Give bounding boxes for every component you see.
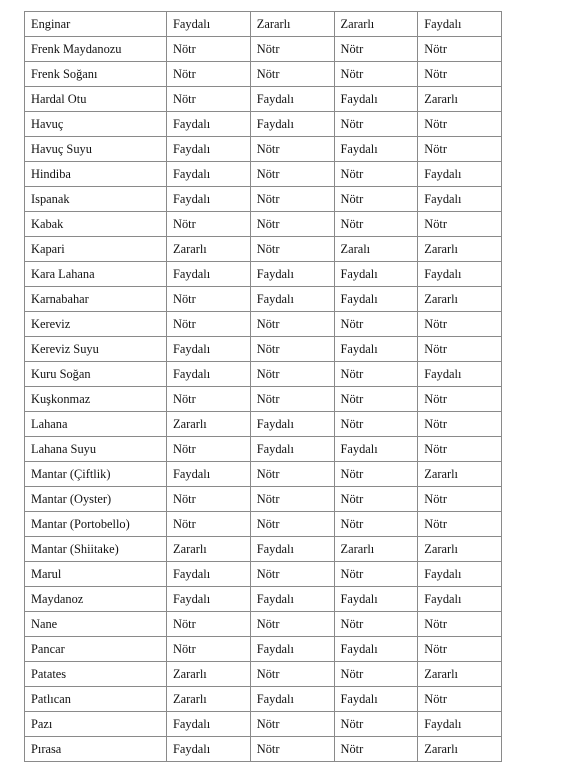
effect-cell: Nötr — [334, 462, 418, 487]
food-name-cell: Ispanak — [25, 187, 167, 212]
food-name-cell: Kereviz — [25, 312, 167, 337]
effect-cell: Nötr — [167, 87, 251, 112]
effect-cell: Nötr — [250, 37, 334, 62]
effect-cell: Faydalı — [250, 412, 334, 437]
table-row — [25, 537, 502, 562]
food-name-cell: Kuşkonmaz — [25, 387, 167, 412]
effect-cell: Faydalı — [167, 737, 251, 762]
effect-cell: Nötr — [250, 737, 334, 762]
effect-cell: Nötr — [334, 562, 418, 587]
food-name-cell: Mantar (Shiitake) — [25, 537, 167, 562]
effect-cell: Nötr — [250, 512, 334, 537]
table-row — [25, 287, 502, 312]
effect-cell: Zararlı — [418, 462, 502, 487]
effect-cell: Nötr — [167, 287, 251, 312]
table-row — [25, 162, 502, 187]
effect-cell: Faydalı — [250, 287, 334, 312]
effect-cell: Faydalı — [167, 12, 251, 37]
food-name-cell: Hindiba — [25, 162, 167, 187]
food-name-cell: Lahana Suyu — [25, 437, 167, 462]
effect-cell: Nötr — [334, 612, 418, 637]
table-row — [25, 262, 502, 287]
food-name-cell: Patates — [25, 662, 167, 687]
food-effect-table — [24, 11, 502, 762]
effect-cell: Faydalı — [167, 712, 251, 737]
effect-cell: Faydalı — [250, 112, 334, 137]
effect-cell: Nötr — [167, 62, 251, 87]
food-name-cell: Enginar — [25, 12, 167, 37]
effect-cell: Faydalı — [418, 362, 502, 387]
effect-cell: Nötr — [250, 562, 334, 587]
effect-cell: Faydalı — [334, 687, 418, 712]
table-row — [25, 637, 502, 662]
effect-cell: Zararlı — [334, 12, 418, 37]
table-row — [25, 12, 502, 37]
effect-cell: Faydalı — [418, 162, 502, 187]
table-row — [25, 587, 502, 612]
table-row — [25, 62, 502, 87]
food-name-cell: Mantar (Portobello) — [25, 512, 167, 537]
effect-cell: Faydalı — [250, 437, 334, 462]
effect-cell: Nötr — [250, 362, 334, 387]
effect-cell: Faydalı — [167, 262, 251, 287]
effect-cell: Faydalı — [250, 87, 334, 112]
table-row — [25, 462, 502, 487]
effect-cell: Zararlı — [418, 662, 502, 687]
effect-cell: Nötr — [250, 62, 334, 87]
table-row — [25, 112, 502, 137]
food-name-cell: Lahana — [25, 412, 167, 437]
food-name-cell: Nane — [25, 612, 167, 637]
food-name-cell: Havuç Suyu — [25, 137, 167, 162]
effect-cell: Nötr — [334, 387, 418, 412]
effect-cell: Nötr — [250, 387, 334, 412]
table-row — [25, 512, 502, 537]
effect-cell: Nötr — [250, 462, 334, 487]
food-name-cell: Pırasa — [25, 737, 167, 762]
food-name-cell: Kabak — [25, 212, 167, 237]
effect-cell: Faydalı — [418, 187, 502, 212]
effect-cell: Nötr — [250, 662, 334, 687]
food-name-cell: Marul — [25, 562, 167, 587]
effect-cell: Nötr — [250, 712, 334, 737]
effect-cell: Faydalı — [250, 537, 334, 562]
table-row — [25, 562, 502, 587]
table-row — [25, 337, 502, 362]
effect-cell: Faydalı — [167, 112, 251, 137]
effect-cell: Nötr — [167, 387, 251, 412]
effect-cell: Nötr — [418, 212, 502, 237]
effect-cell: Nötr — [418, 312, 502, 337]
effect-cell: Nötr — [418, 387, 502, 412]
food-name-cell: Frenk Maydanozu — [25, 37, 167, 62]
food-name-cell: Frenk Soğanı — [25, 62, 167, 87]
effect-cell: Nötr — [334, 662, 418, 687]
effect-cell: Nötr — [250, 187, 334, 212]
table-row — [25, 612, 502, 637]
food-name-cell: Mantar (Çiftlik) — [25, 462, 167, 487]
table-row — [25, 687, 502, 712]
effect-cell: Zararlı — [418, 737, 502, 762]
food-name-cell: Maydanoz — [25, 587, 167, 612]
effect-cell: Nötr — [250, 237, 334, 262]
effect-cell: Nötr — [167, 212, 251, 237]
effect-cell: Nötr — [334, 212, 418, 237]
effect-cell: Nötr — [167, 637, 251, 662]
table-row — [25, 212, 502, 237]
effect-cell: Faydalı — [334, 137, 418, 162]
effect-cell: Zararlı — [167, 237, 251, 262]
effect-cell: Nötr — [250, 162, 334, 187]
effect-cell: Nötr — [167, 512, 251, 537]
effect-cell: Faydalı — [418, 562, 502, 587]
effect-cell: Nötr — [334, 312, 418, 337]
food-name-cell: Kara Lahana — [25, 262, 167, 287]
effect-cell: Nötr — [418, 512, 502, 537]
effect-cell: Nötr — [250, 487, 334, 512]
effect-cell: Nötr — [418, 637, 502, 662]
effect-cell: Faydalı — [334, 287, 418, 312]
effect-cell: Zararlı — [334, 537, 418, 562]
effect-cell: Nötr — [418, 337, 502, 362]
table-row — [25, 312, 502, 337]
effect-cell: Nötr — [334, 512, 418, 537]
effect-cell: Nötr — [334, 37, 418, 62]
table-row — [25, 412, 502, 437]
effect-cell: Nötr — [334, 187, 418, 212]
food-name-cell: Mantar (Oyster) — [25, 487, 167, 512]
food-name-cell: Kapari — [25, 237, 167, 262]
effect-cell: Nötr — [250, 312, 334, 337]
effect-cell: Nötr — [418, 37, 502, 62]
effect-cell: Nötr — [418, 612, 502, 637]
effect-cell: Faydalı — [167, 187, 251, 212]
effect-cell: Faydalı — [167, 587, 251, 612]
food-name-cell: Kuru Soğan — [25, 362, 167, 387]
effect-cell: Faydalı — [167, 362, 251, 387]
effect-cell: Nötr — [418, 62, 502, 87]
food-name-cell: Pancar — [25, 637, 167, 662]
effect-cell: Zararlı — [418, 537, 502, 562]
effect-cell: Nötr — [250, 137, 334, 162]
table-row — [25, 437, 502, 462]
effect-cell: Nötr — [418, 437, 502, 462]
effect-cell: Nötr — [418, 112, 502, 137]
effect-cell: Nötr — [418, 487, 502, 512]
effect-cell: Nötr — [334, 112, 418, 137]
effect-cell: Nötr — [167, 312, 251, 337]
effect-cell: Faydalı — [418, 712, 502, 737]
effect-cell: Zaralı — [334, 237, 418, 262]
effect-cell: Faydalı — [334, 437, 418, 462]
effect-cell: Nötr — [167, 37, 251, 62]
effect-cell: Zararlı — [167, 662, 251, 687]
effect-cell: Nötr — [334, 362, 418, 387]
effect-cell: Faydalı — [167, 562, 251, 587]
effect-cell: Faydalı — [167, 137, 251, 162]
effect-cell: Zararlı — [418, 237, 502, 262]
table-row — [25, 712, 502, 737]
effect-cell: Zararlı — [167, 537, 251, 562]
document-page — [24, 11, 501, 762]
effect-cell: Nötr — [334, 737, 418, 762]
table-row — [25, 662, 502, 687]
effect-cell: Nötr — [334, 62, 418, 87]
table-row — [25, 237, 502, 262]
food-name-cell: Pazı — [25, 712, 167, 737]
effect-cell: Nötr — [250, 612, 334, 637]
effect-cell: Nötr — [418, 687, 502, 712]
effect-cell: Faydalı — [334, 262, 418, 287]
effect-cell: Nötr — [334, 712, 418, 737]
food-name-cell: Karnabahar — [25, 287, 167, 312]
effect-cell: Nötr — [418, 412, 502, 437]
effect-cell: Faydalı — [334, 87, 418, 112]
effect-cell: Zararlı — [167, 412, 251, 437]
table-row — [25, 737, 502, 762]
effect-cell: Faydalı — [167, 162, 251, 187]
effect-cell: Faydalı — [334, 637, 418, 662]
effect-cell: Zararlı — [418, 287, 502, 312]
effect-cell: Faydalı — [167, 337, 251, 362]
table-row — [25, 362, 502, 387]
effect-cell: Faydalı — [418, 262, 502, 287]
effect-cell: Nötr — [418, 137, 502, 162]
effect-cell: Nötr — [334, 162, 418, 187]
effect-cell: Faydalı — [334, 337, 418, 362]
effect-cell: Faydalı — [250, 687, 334, 712]
effect-cell: Zararlı — [167, 687, 251, 712]
effect-cell: Faydalı — [167, 462, 251, 487]
table-row — [25, 387, 502, 412]
table-row — [25, 487, 502, 512]
table-row — [25, 87, 502, 112]
effect-cell: Nötr — [167, 487, 251, 512]
effect-cell: Nötr — [334, 412, 418, 437]
table-row — [25, 137, 502, 162]
table-row — [25, 37, 502, 62]
effect-cell: Nötr — [250, 212, 334, 237]
effect-cell: Faydalı — [250, 262, 334, 287]
effect-cell: Faydalı — [334, 587, 418, 612]
effect-cell: Nötr — [167, 437, 251, 462]
effect-cell: Faydalı — [250, 637, 334, 662]
food-name-cell: Patlıcan — [25, 687, 167, 712]
table-body — [25, 12, 502, 762]
effect-cell: Faydalı — [418, 587, 502, 612]
effect-cell: Zararlı — [250, 12, 334, 37]
effect-cell: Zararlı — [418, 87, 502, 112]
effect-cell: Nötr — [250, 337, 334, 362]
food-name-cell: Havuç — [25, 112, 167, 137]
effect-cell: Nötr — [334, 487, 418, 512]
effect-cell: Faydalı — [418, 12, 502, 37]
effect-cell: Faydalı — [250, 587, 334, 612]
effect-cell: Nötr — [167, 612, 251, 637]
food-name-cell: Hardal Otu — [25, 87, 167, 112]
table-row — [25, 187, 502, 212]
food-name-cell: Kereviz Suyu — [25, 337, 167, 362]
